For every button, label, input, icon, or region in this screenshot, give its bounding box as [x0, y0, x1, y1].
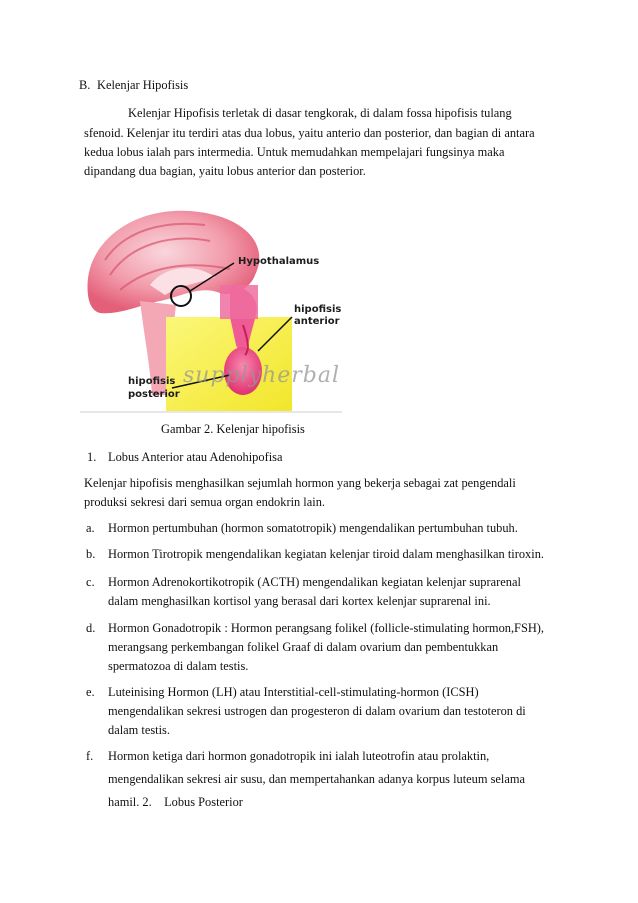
list-item-line: dalam testis.: [108, 723, 170, 737]
list-marker: d.: [86, 621, 96, 635]
list-item-line: Hormon Adrenokortikotropik (ACTH) mengendalikan kegiatan kelenjar suprarenal: [108, 575, 521, 589]
paragraph-line: produksi sekresi dari semua organ endokrin lain.: [84, 495, 325, 509]
list-marker: f.: [86, 749, 94, 763]
list-item-line: mengendalikan sekresi air susu, dan mempertahankan adanya korpus luteum selama: [108, 772, 526, 786]
intro-line: Kelenjar Hipofisis terletak di dasar tengkorak, di dalam fossa hipofisis tulang: [128, 106, 512, 120]
list-item-line: Hormon pertumbuhan (hormon somatotropik) mengendalikan pertumbuhan tubuh.: [108, 521, 518, 535]
label-anterior-line1: hipofisis: [294, 304, 342, 315]
intro-line: dipandang dua bagian, yaitu lobus anterior dan posterior.: [84, 164, 366, 178]
list-marker: e.: [86, 685, 95, 699]
subsection-number: 1.: [87, 450, 97, 464]
list-item-line: spermatozoa di dalam testis.: [108, 659, 249, 673]
intro-line: kedua lobus ialah pars intermedia. Untuk memudahkan mempelajari fungsinya maka: [84, 145, 505, 159]
section-title: Kelenjar Hipofisis: [97, 78, 189, 92]
intro-line: sfenoid. Kelenjar itu terdiri atas dua lobus, yaitu anterio dan posterior, dan bagian di antara: [84, 126, 535, 140]
label-posterior-line2: posterior: [128, 389, 180, 400]
figure-caption: Gambar 2. Kelenjar hipofisis: [161, 422, 305, 436]
list-item-line: Hormon Gonadotropik : Hormon perangsang folikel (follicle-stimulating hormon,FSH),: [108, 621, 545, 635]
list-marker: a.: [86, 521, 95, 535]
list-item-line: Hormon Tirotropik mengendalikan kegiatan kelenjar tiroid dalam menghasilkan tiroxin.: [108, 547, 544, 561]
paragraph-line: Kelenjar hipofisis menghasilkan sejumlah hormon yang bekerja sebagai zat pengendali: [84, 476, 516, 490]
list-item-line: Hormon ketiga dari hormon gonadotropik ini ialah luteotrofin atau prolaktin,: [108, 749, 490, 763]
pituitary-figure: [80, 205, 342, 413]
list-item-line: dalam menghasilkan kortisol yang berasal dari kortex kelenjar suprarenal ini.: [108, 594, 491, 608]
watermark: supplyherbal: [183, 363, 341, 388]
label-anterior-line2: anterior: [294, 316, 340, 327]
label-hypothalamus: Hypothalamus: [238, 256, 320, 267]
section-letter: B.: [79, 78, 91, 92]
list-marker: c.: [86, 575, 95, 589]
list-item-line: Luteinising Hormon (LH) atau Interstitial-cell-stimulating-hormon (ICSH): [108, 685, 479, 699]
list-item-line: merangsang perkembangan folikel Graaf di dalam ovarium dan pembentukkan: [108, 640, 499, 654]
list-item-line: mengendalikan sekresi ustrogen dan progesteron di dalam ovarium dan testoteron di: [108, 704, 526, 718]
list-marker: b.: [86, 547, 96, 561]
label-posterior-line1: hipofisis: [128, 376, 176, 387]
subsection-title: Lobus Anterior atau Adenohipofisa: [108, 450, 283, 464]
list-item-line: hamil. 2. Lobus Posterior: [108, 795, 243, 809]
